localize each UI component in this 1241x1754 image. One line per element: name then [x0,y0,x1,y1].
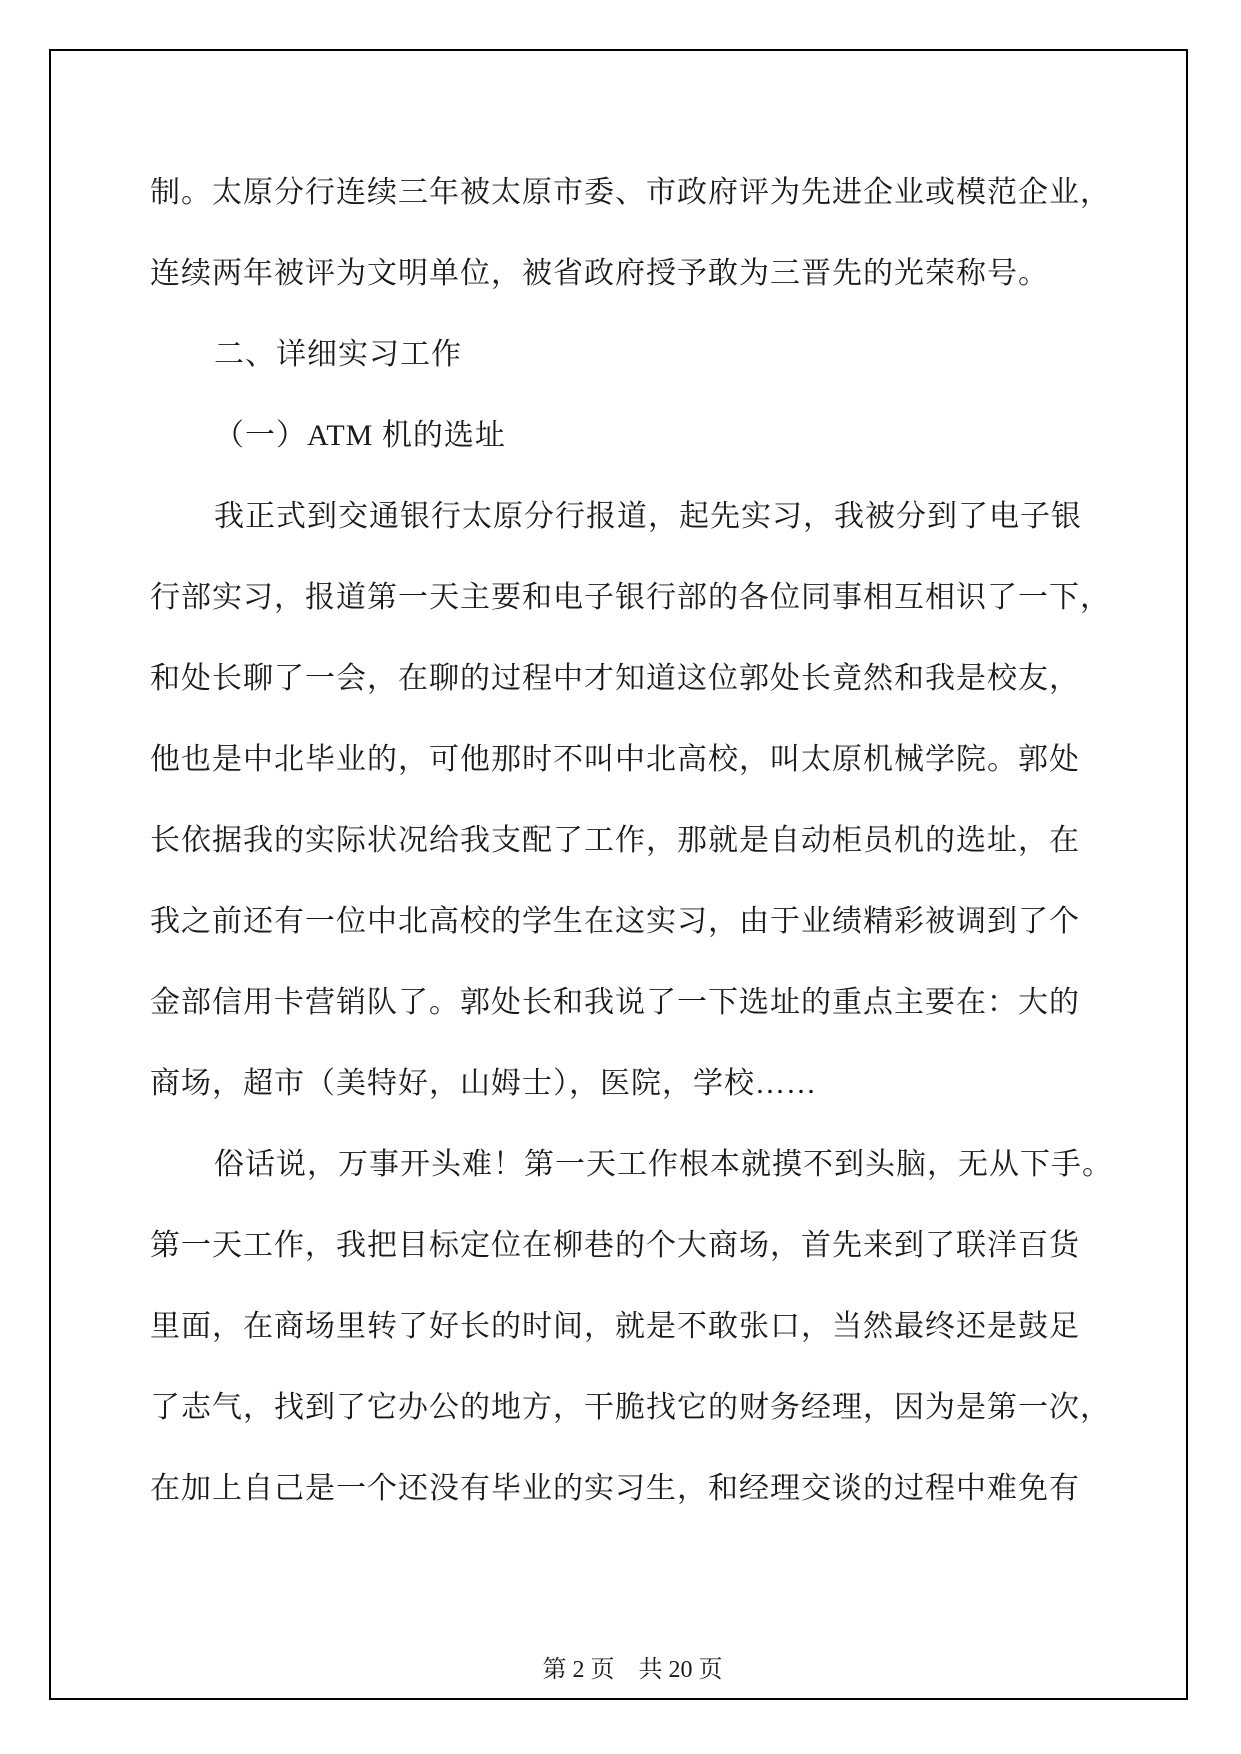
text-line: 他也是中北毕业的，可他那时不叫中北高校，叫太原机械学院。郭处 [150,743,1080,776]
document-body [150,152,1113,1529]
text-line: 我正式到交通银行太原分行报道，起先实习，我被分到了电子银 [214,500,1082,533]
page-footer [0,1622,1241,1718]
text-line: 第一天工作，我把目标定位在柳巷的个大商场，首先来到了联洋百货 [150,1229,1080,1262]
text-line: 制。太原分行连续三年被太原市委、市政府评为先进企业或模范企业， [150,176,1111,209]
text-line: 在加上自己是一个还没有毕业的实习生，和经理交谈的过程中难免有 [150,1472,1080,1505]
text-line: 长依据我的实际状况给我支配了工作，那就是自动柜员机的选址，在 [150,824,1080,857]
page-number-label: 第 2 页 共 20 页 [542,1657,723,1683]
text-line: 我之前还有一位中北高校的学生在这实习，由于业绩精彩被调到了个 [150,905,1080,938]
text-line: 里面，在商场里转了好长的时间，就是不敢张口，当然最终还是鼓足 [150,1310,1080,1343]
text-line: 连续两年被评为文明单位，被省政府授予敢为三晋先的光荣称号。 [150,257,1049,290]
text-line: 商场，超市（美特好，山姆士），医院，学校…… [150,1067,817,1100]
text-line: 和处长聊了一会，在聊的过程中才知道这位郭处长竟然和我是校友， [150,662,1080,695]
text-line: 行部实习，报道第一天主要和电子银行部的各位同事相互相识了一下， [150,581,1111,614]
section-heading: 二、详细实习工作 [214,338,462,371]
subsection-heading: （一）ATM 机的选址 [214,419,506,452]
text-line: 了志气，找到了它办公的地方，干脆找它的财务经理，因为是第一次， [150,1391,1111,1424]
text-line: 俗话说，万事开头难！第一天工作根本就摸不到头脑，无从下手。 [214,1148,1113,1181]
text-line: 金部信用卡营销队了。郭处长和我说了一下选址的重点主要在：大的 [150,986,1080,1019]
